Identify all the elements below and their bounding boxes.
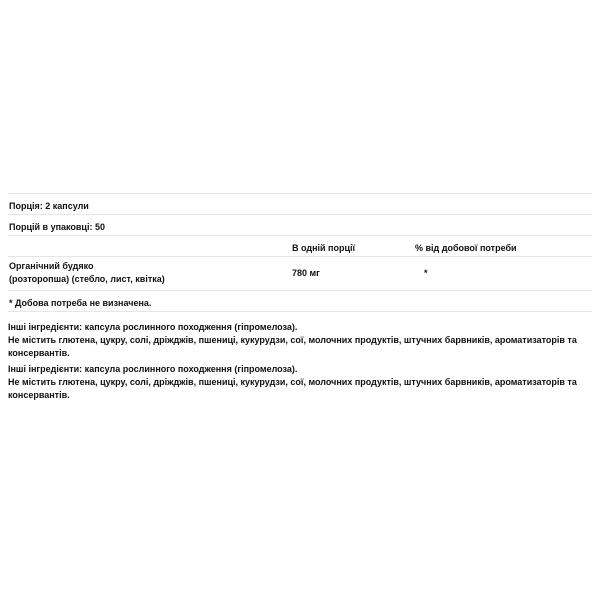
per-serving-header: В одній порції <box>292 243 356 253</box>
supplement-facts-table <box>8 193 592 312</box>
servings-per-container: Порцій в упаковці: 50 <box>9 222 105 232</box>
other-ingredients: Інші інгредієнти: капсула рослинного походження (гіпромелоза). <box>8 322 298 332</box>
serving-size: Порція: 2 капсули <box>9 201 89 211</box>
note-paragraph <box>8 363 592 402</box>
table-header-row <box>8 236 592 257</box>
allergen-statement: Не містить глютена, цукру, солі, дріжджів, пшениці, кукурудзи, сої, молочних продуктів, штучних барвників, ароматизаторів та консервантів. <box>8 377 577 400</box>
ingredient-name-line2: (розторопша) (стебло, лист, квітка) <box>9 274 165 284</box>
servings-per-container-row <box>8 215 592 236</box>
other-ingredients: Інші інгредієнти: капсула рослинного походження (гіпромелоза). <box>8 364 298 374</box>
ingredient-amount: 780 мг <box>292 268 320 278</box>
table-row <box>8 257 592 291</box>
ingredient-notes <box>8 321 592 405</box>
ingredient-name-line1: Органічний будяко <box>9 261 94 271</box>
footnote-row <box>8 291 592 312</box>
ingredient-daily-value: * <box>424 268 428 278</box>
note-paragraph <box>8 321 592 360</box>
allergen-statement: Не містить глютена, цукру, солі, дріжджів, пшениці, кукурудзи, сої, молочних продуктів, штучних барвників, ароматизаторів та консервантів. <box>8 335 577 358</box>
daily-value-header: % від добової потреби <box>415 243 517 253</box>
footnote: * Добова потреба не визначена. <box>9 298 152 308</box>
ingredient-name <box>9 260 165 286</box>
serving-size-row <box>8 194 592 215</box>
